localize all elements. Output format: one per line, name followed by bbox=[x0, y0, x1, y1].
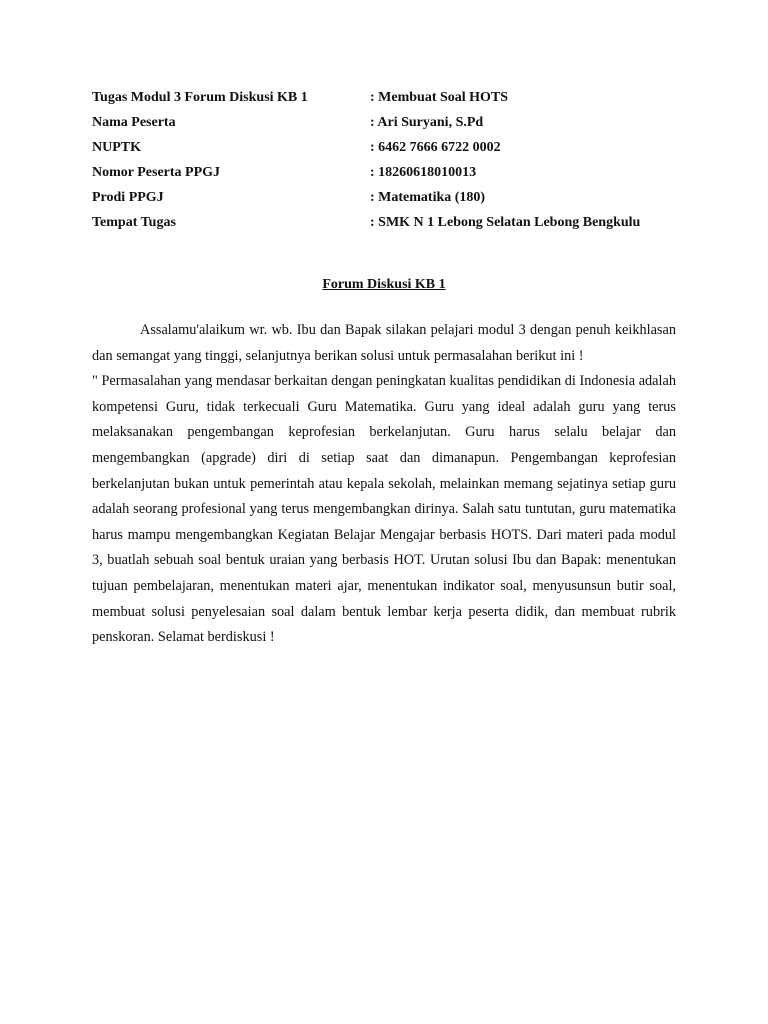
info-value: : Matematika (180) bbox=[370, 190, 486, 205]
problem-paragraph: " Permasalahan yang mendasar berkaitan dengan peningkatan kualitas pendidikan di Indonesia adalah kompetensi Guru, tidak terkecuali Guru Matematika. Guru yang ideal adalah guru yang terus melaksanakan pengembangan keprofesian berkelanjutan. Guru harus selalu belajar dan mengembangkan (apgrade) diri di setiap saat dan dimanapun. Pengembangan keprofesian berkelanjutan bukan untuk pemerintah atau kepala sekolah, melainkan memang sejatinya setiap guru adalah seorang profesional yang terus mengembangkan dirinya. Salah satu tuntutan, guru matematika harus mampu mengembangkan Kegiatan Belajar Mengajar berbasis HOTS. Dari materi pada modul 3, buatlah sebuah soal bentuk uraian yang berbasis HOT. Urutan solusi Ibu dan Bapak: menentukan tujuan pembelajaran, menentukan materi ajar, menentukan indikator soal, menyusunsun butir soal, membuat solusi penyelesaian soal dalam bentuk lembar kerja peserta didik, dan membuat rubrik penskoran. Selamat berdiskusi ! bbox=[92, 373, 676, 646]
section-title-text: Forum Diskusi KB 1 bbox=[322, 277, 446, 292]
body-text bbox=[92, 318, 676, 651]
info-row-nuptk bbox=[92, 135, 692, 160]
info-table bbox=[92, 85, 692, 235]
info-value: : 6462 7666 6722 0002 bbox=[370, 140, 501, 155]
info-label: Tugas Modul 3 Forum Diskusi KB 1 bbox=[92, 90, 308, 105]
info-label: Tempat Tugas bbox=[92, 215, 176, 230]
info-row-task bbox=[92, 85, 692, 110]
info-value: : SMK N 1 Lebong Selatan Lebong Bengkulu bbox=[370, 215, 641, 230]
info-row-study-program bbox=[92, 185, 692, 210]
section-title bbox=[0, 274, 768, 296]
info-row-name bbox=[92, 110, 692, 135]
info-label: Prodi PPGJ bbox=[92, 190, 164, 205]
greeting-paragraph: Assalamu'alaikum wr. wb. Ibu dan Bapak silakan pelajari modul 3 dengan penuh keikhlasan dan semangat yang tinggi, selanjutnya berikan solusi untuk permasalahan berikut ini ! bbox=[92, 322, 676, 364]
info-label: NUPTK bbox=[92, 140, 141, 155]
info-value: : Ari Suryani, S.Pd bbox=[370, 115, 484, 130]
info-value: : 18260618010013 bbox=[370, 165, 477, 180]
info-row-participant-number bbox=[92, 160, 692, 185]
info-value: : Membuat Soal HOTS bbox=[370, 90, 509, 105]
info-label: Nomor Peserta PPGJ bbox=[92, 165, 221, 180]
info-label: Nama Peserta bbox=[92, 115, 176, 130]
info-row-workplace bbox=[92, 210, 692, 235]
